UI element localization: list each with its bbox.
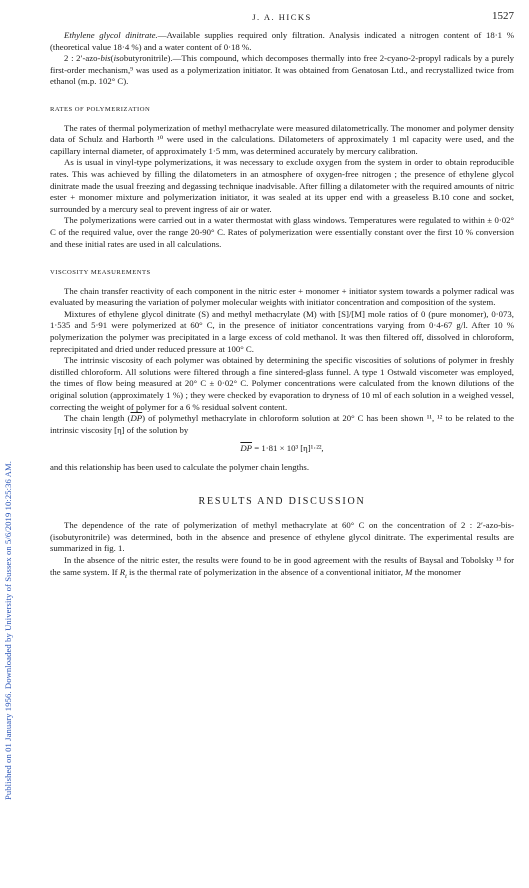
viscosity-paragraph-1: The chain transfer reactivity of each component in the nitric ester + monomer + initiator system towards a polymer radical was evaluated by measuring the variation of polymer molecular weights with initiator concentration and composition of the system. (50, 285, 514, 308)
symbol-r: R (119, 566, 126, 577)
symbol-m: M (405, 566, 413, 577)
dp-symbol: $\overline{DP}$ (130, 413, 143, 424)
initiator-paren: ( (110, 53, 114, 64)
egd-text: —Available supplies required only filtration. Analysis indicated a nitrogen content of 18·1 % (theoretical value 18·4 %) and a water content of 0·18 %. (50, 30, 514, 52)
paragraph-egd (50, 30, 514, 53)
results-paragraph-1: The dependence of the rate of polymerization of methyl methacrylate at 60° C on the concentration of 2 : 2′-azo-bis-(isobutyronitrile) was determined, both in the absence and presence of ethylene glycol dinitrate. The experimental results are summarized in fig. 1. (50, 520, 514, 554)
section-heading-viscosity: VISCOSITY MEASUREMENTS (50, 269, 151, 277)
equation-dp (50, 443, 514, 455)
viscosity-paragraph-2: Mixtures of ethylene glycol dinitrate (S) and methyl methacrylate (M) with [S]/[M] mole ratios of 0 (pure monomer), 0·073, 1·535 and 5·91 were polymerized at 60° C, in the presence of initiator concentrations varying from 0·4-67 g/l. After 10 % polymerization the polymer was precipitated in a large excess of cold methanol. It was then filtered off, dissolved in chloroform, reprecipitated and dried under reduced pressure at 100° C. (50, 308, 514, 354)
page-header (50, 12, 514, 26)
results-p2-mid: is the thermal rate of polymerization in the absence of a conventional initiator, (126, 566, 406, 577)
paragraph-initiator (50, 53, 514, 88)
egd-title: Ethylene glycol dinitrate. (64, 30, 158, 40)
rates-paragraph-3: The polymerizations were carried out in a water thermostat with glass windows. Temperatures were regulated to within ± 0·02° C of the required value, over the range 20-90° C. Rates of polymerization were essentially constant over the first 10 % conversion and these initial rates are used in all calculations. (50, 215, 514, 249)
initiator-italic-bis: bis (100, 53, 111, 64)
section-heading-rates: RATES OF POLYMERIZATION (50, 105, 151, 113)
results-p2-start: In the absence of the nitric ester, the results were found to be in good agreement with the results of Baysal and Tobolsky ¹³ for the same system. If (50, 554, 514, 577)
results-paragraph-2 (50, 555, 514, 583)
download-watermark (3, 160, 13, 800)
page-number: 1527 (492, 10, 514, 22)
chain-length-text: ) of polymethyl methacrylate in chloroform solution at 20° C has been shown ¹¹, ¹² to be related to the intrinsic viscosity [η] of the solution by (50, 413, 514, 435)
equation-rhs: = 1·81 × 10³ [η]¹·²², (252, 443, 324, 454)
initiator-prefix: 2 : 2′-azo- (64, 53, 101, 64)
results-p2-end: the monomer (412, 566, 462, 577)
initiator-italic-iso: iso (113, 53, 124, 64)
watermark-text: Published on 01 January 1956. Downloaded by University of Sussex on 5/6/2019 10:25:36 AM. (3, 460, 13, 800)
rates-paragraph-2: As is usual in vinyl-type polymerizations, it was necessary to exclude oxygen from the system in order to obtain reproducible rates. This was achieved by filling the dilatometers in an atmosphere of oxygen-free nitrogen ; the presence of ethylene glycol dinitrate made the usual freezing and degassing technique inadvisable. After filling a dilatometer with the required amounts of nitric ester + monomer mixture and polymerization initiator, it was sealed at its upper end with a greaseless B.10 cone and socket, surrounded by a mercury seal to prevent ingress of air or water. (50, 157, 514, 214)
running-author: J. A. HICKS (252, 12, 312, 22)
rates-paragraph-1: The rates of thermal polymerization of methyl methacrylate were measured dilatometrically. The monomer and polymer density data of Schulz and Harborth ¹⁰ were used in the calculations. Dilatometers of approximately 1 ml capacity were used, and the capillary internal diameter, of approximately 1·5 mm, was determined accurately by mercury calibration. (50, 122, 514, 156)
chain-length-intro: The chain length ( (64, 413, 131, 424)
page-body (50, 30, 514, 583)
viscosity-paragraph-4 (50, 413, 514, 436)
viscosity-paragraph-5: and this relationship has been used to calculate the polymer chain lengths. (50, 462, 310, 472)
viscosity-paragraph-3: The intrinsic viscosity of each polymer was obtained by determining the specific viscosities of solutions of polymer in freshly distilled chloroform. All solutions were filtered through a fine sintered-glass funnel. A type 1 Ostwald viscometer was employed, the times of flow being measured at 20° C ± 0·02° C. Polymer concentrations were calculated from the known dilutions of the original solution (approximately 1 %) ; they were checked by evaporation to dryness of 10 ml of each solution in a weighed vessel, correcting the weight of polymer for a 6 % residual solvent content. (50, 355, 514, 412)
symbol-r-subscript: t (125, 573, 127, 580)
initiator-text: butyronitrile).—This compound, which decomposes thermally into free 2-cyano-2-propyl radicals by a purely first-order mechanism,⁹ was used as a polymerization initiator. It was obtained from Genatosan Ltd., and recrystallized twice from ethanol (m.p. 102° C). (50, 53, 514, 87)
equation-lhs: $\overline{DP}$ (240, 443, 253, 454)
results-heading: RESULTS AND DISCUSSION (198, 495, 366, 507)
